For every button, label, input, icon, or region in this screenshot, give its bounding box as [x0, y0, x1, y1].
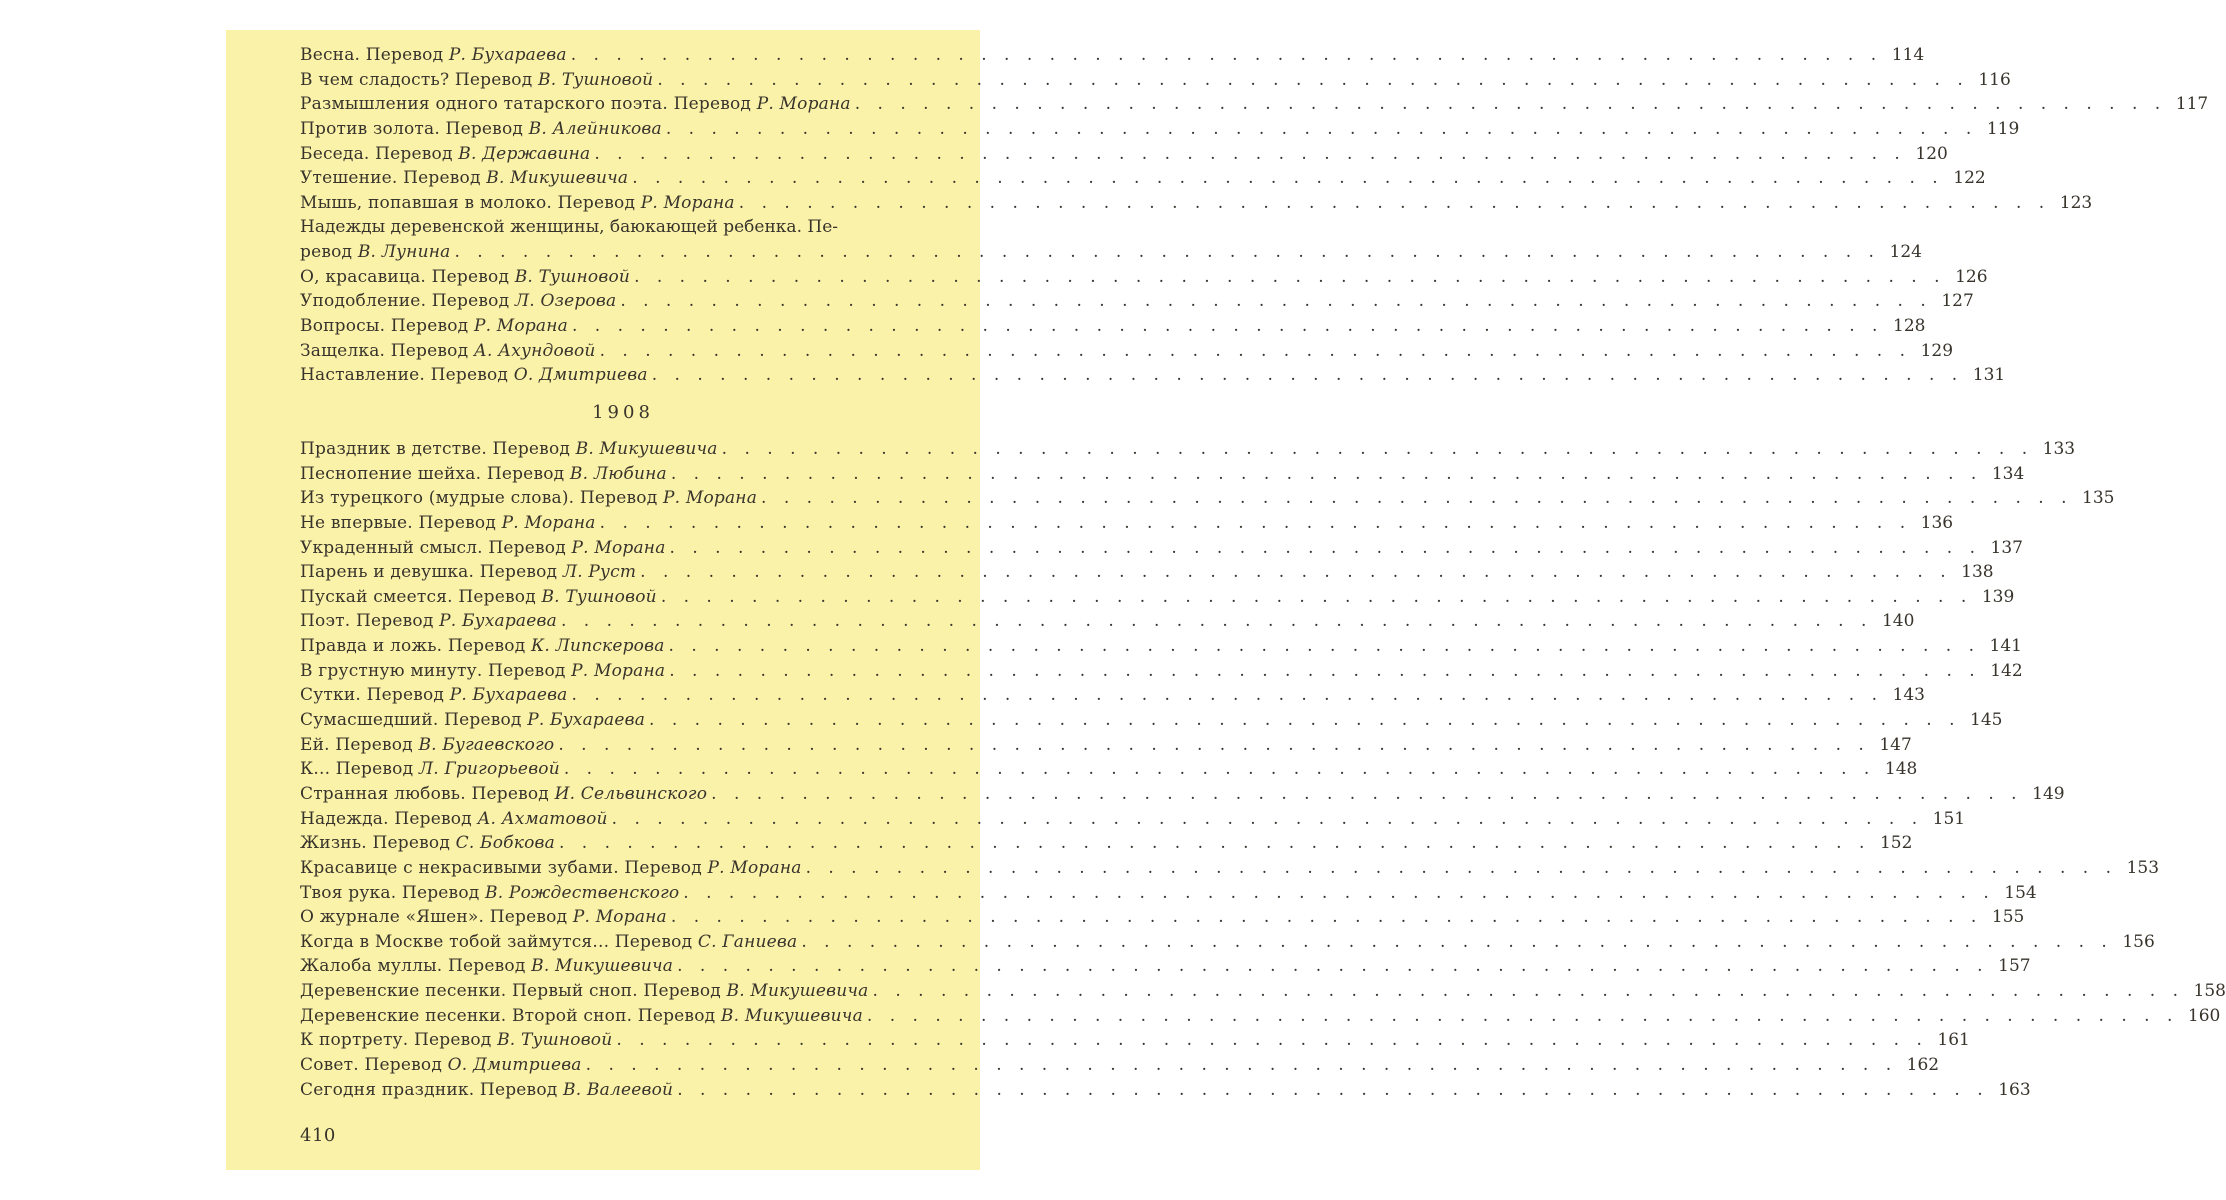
- leader-dots: . . . . . . . . . . . . . . . . . . . . . . . . . . . . . . . . . . . . . . . . . . . . . . . . . . . . . . . . . .: [558, 833, 1871, 854]
- toc-entry: [300, 117, 2020, 142]
- toc-entry: [300, 43, 1925, 68]
- toc-entry-title: Совет. Перевод: [300, 1054, 448, 1075]
- toc-entry-title: Уподобление. Перевод: [300, 291, 515, 312]
- toc-entry: [300, 930, 2155, 955]
- toc-entry-translator: Л. Руст: [562, 562, 637, 583]
- toc-entry-page: 133: [2042, 438, 2076, 459]
- toc-entry-page: 156: [2122, 931, 2155, 952]
- toc-entry-translator: Л. Озерова: [514, 291, 617, 312]
- toc-entry-page: 141: [1989, 636, 2022, 657]
- toc-entry-title: Странная любовь. Перевод: [300, 783, 555, 804]
- toc-entry-translator: Р. Бухараева: [449, 685, 568, 706]
- toc-entry-title-line2: ревод: [300, 242, 358, 263]
- toc-entry-title: О журнале «Яшен». Перевод: [300, 907, 573, 928]
- toc-entry-page: 117: [2175, 94, 2209, 115]
- toc-entry-page: 131: [1972, 365, 2006, 386]
- toc-entry-page: 152: [1879, 833, 1913, 854]
- toc-list: [300, 437, 2226, 1102]
- toc-entry-title: Правда и ложь. Перевод: [300, 636, 531, 657]
- leader-dots: . . . . . . . . . . . . . . . . . . . . . . . . . . . . . . . . . . . . . . . . . . . . . . . . . . . . . . . . . .: [805, 857, 2118, 878]
- toc-entry-translator: Р. Морана: [501, 512, 596, 533]
- toc-list: [300, 265, 2006, 388]
- leader-dots: . . . . . . . . . . . . . . . . . . . . . . . . . . . . . . . . . . . . . . . . . . . . . . . . . . . . . . . . . .: [866, 1005, 2179, 1026]
- leader-dots: . . . . . . . . . . . . . . . . . . . . . . . . . . . . . . . . . . . . . . . . . . . . . . . . . . . . . . . . . .: [711, 783, 2023, 804]
- toc-entry: [300, 314, 1926, 339]
- leader-dots: . . . . . . . . . . . . . . . . . . . . . . . . . . . . . . . . . . . . . . . . . . . . . . . . . . . . . . . . . .: [668, 636, 1980, 657]
- leader-dots: . . . . . . . . . . . . . . . . . . . . . . . . . . . . . . . . . . . . . . . . . . . . . . . . . . . . . . . . . .: [611, 808, 1924, 829]
- toc-entry-translator: В. Любина: [569, 463, 667, 484]
- toc-entry-translator: В. Тушновой: [497, 1030, 613, 1051]
- toc-entry: [300, 289, 1974, 314]
- toc-entry-translator: Р. Бухараева: [439, 611, 557, 632]
- toc-entry-title: Из турецкого (мудрые слова). Перевод: [300, 488, 663, 509]
- leader-dots: . . . . . . . . . . . . . . . . . . . . . . . . . . . . . . . . . . . . . . . . . . . . . . . . . . . . . . . . . .: [738, 192, 2051, 213]
- leader-dots: . . . . . . . . . . . . . . . . . . . . . . . . . . . . . . . . . . . . . . . . . . . . . . . . . . . . . . . . . .: [721, 438, 2034, 459]
- toc-entry: [300, 659, 2023, 684]
- leader-dots: . . . . . . . . . . . . . . . . . . . . . . . . . . . . . . . . . . . . . . . . . . . . . . . . . . . . . . . . . .: [670, 907, 1983, 928]
- year-heading: 1908: [592, 401, 654, 423]
- leader-dots: . . . . . . . . . . . . . . . . . . . . . . . . . . . . . . . . . . . . . . . . . . . . . . . . . . . . . . . . . .: [599, 340, 1912, 361]
- toc-entry-translator: А. Ахматовой: [477, 808, 608, 829]
- toc-entry-title: Утешение. Перевод: [300, 168, 487, 189]
- toc-entry-page: 138: [1961, 562, 1994, 583]
- toc-entry-page: 160: [2187, 1005, 2221, 1026]
- toc-entry-translator: С. Бобкова: [455, 833, 555, 854]
- toc-entry-title: Песнопение шейха. Перевод: [300, 463, 570, 484]
- leader-dots: . . . . . . . . . . . . . . . . . . . . . . . . . . . . . . . . . . . . . . . . . . . . . . . . . . . . . . . . . .: [585, 1054, 1898, 1075]
- toc-entry-page: 124: [1889, 242, 1922, 263]
- leader-dots: . . . . . . . . . . . . . . . . . . . . . . . . . . . . . . . . . . . . . . . . . . . . . . . . . . . . . . . . . .: [594, 143, 1906, 164]
- toc-entry-translator: В. Валеевой: [563, 1079, 674, 1100]
- toc-entry: [300, 979, 2226, 1004]
- toc-entry: [300, 954, 2031, 979]
- table-of-contents: [300, 43, 2226, 1102]
- leader-dots: . . . . . . . . . . . . . . . . . . . . . . . . . . . . . . . . . . . . . . . . . . . . . . . . . . . . . . . . . .: [560, 611, 1873, 632]
- toc-entry-page: 158: [2193, 981, 2226, 1002]
- toc-entry: [300, 265, 1988, 290]
- toc-entry-translator: Р. Бухараева: [527, 710, 646, 731]
- leader-dots: . . . . . . . . . . . . . . . . . . . . . . . . . . . . . . . . . . . . . . . . . . . . . . . . . . . . . . . . . .: [872, 981, 2184, 1002]
- toc-entry-title: В грустную минуту. Перевод: [300, 660, 572, 681]
- toc-entry-translator: Р. Морана: [572, 907, 667, 928]
- toc-entry: [300, 831, 1913, 856]
- leader-dots: . . . . . . . . . . . . . . . . . . . . . . . . . . . . . . . . . . . . . . . . . . . . . . . . . . . . . . . . . .: [801, 931, 2113, 952]
- toc-entry: [300, 1028, 1970, 1053]
- toc-entry: [300, 560, 1994, 585]
- toc-entry-page: 148: [1884, 759, 1918, 780]
- toc-entry-translator: В. Тушновой: [538, 69, 654, 90]
- toc-entry: [300, 142, 1948, 167]
- toc-entry-page: 149: [2032, 783, 2065, 804]
- toc-entry-page: 162: [1906, 1054, 1940, 1075]
- toc-entry-translator: О. Дмитриева: [447, 1054, 582, 1075]
- toc-entry: [300, 462, 2025, 487]
- toc-entry-title: К портрету. Перевод: [300, 1030, 498, 1051]
- leader-dots: . . . . . . . . . . . . . . . . . . . . . . . . . . . . . . . . . . . . . . . . . . . . . . . . . . . . . . . . . .: [570, 45, 1883, 65]
- toc-entry-title: Надежда. Перевод: [300, 808, 478, 829]
- toc-entry: [300, 757, 1918, 782]
- toc-entry-title: Мышь, попавшая в молоко. Перевод: [300, 192, 641, 213]
- toc-entry: [300, 363, 2006, 388]
- toc-entry-page: 114: [1891, 45, 1925, 65]
- toc-entry-page: 163: [1998, 1079, 2031, 1100]
- toc-entry-translator: В. Микушевича: [575, 438, 718, 459]
- toc-entry-translator: В. Бугаевского: [418, 734, 555, 755]
- leader-dots: . . . . . . . . . . . . . . . . . . . . . . . . . . . . . . . . . . . . . . . . . . . . . . . . . . . . . . . . . .: [558, 734, 1870, 755]
- toc-entry-page: 140: [1881, 611, 1915, 632]
- leader-dots: . . . . . . . . . . . . . . . . . . . . . . . . . . . . . . . . . . . . . . . . . . . . . . . . . . . . . . . . . .: [634, 266, 1946, 287]
- toc-entry-translator: Р. Морана: [707, 857, 802, 878]
- leader-dots: . . . . . . . . . . . . . . . . . . . . . . . . . . . . . . . . . . . . . . . . . . . . . . . . . . . . . . . . . .: [563, 759, 1876, 780]
- toc-entry: [300, 708, 2003, 733]
- leader-dots: . . . . . . . . . . . . . . . . . . . . . . . . . . . . . . . . . . . . . . . . . . . . . . . . . . . . . . . . . . . . . . .: [454, 242, 1880, 263]
- toc-entry-translator: В. Микушевича: [720, 1005, 863, 1026]
- toc-entry-page: 161: [1937, 1030, 1970, 1051]
- toc-entry-page: 134: [1991, 463, 2025, 484]
- toc-entry-title: Против золота. Перевод: [300, 118, 529, 139]
- toc-entry-title: Твоя рука. Перевод: [300, 882, 486, 903]
- toc-entry-title: Украденный смысл. Перевод: [300, 537, 572, 558]
- toc-entry-translator: В. Тушновой: [541, 586, 657, 607]
- toc-entry-page: 147: [1879, 734, 1912, 755]
- toc-list: [300, 43, 2209, 215]
- toc-entry-translator: В. Микушевича: [726, 981, 869, 1002]
- toc-entry-page: 120: [1915, 143, 1948, 164]
- toc-entry-translator: В. Рождественского: [485, 882, 680, 903]
- toc-entry-page: 139: [1981, 586, 2015, 607]
- toc-entry-title: Парень и девушка. Перевод: [300, 562, 563, 583]
- toc-entry-title: О, красавица. Перевод: [300, 266, 515, 287]
- toc-entry-title: Жалоба муллы. Перевод: [300, 956, 532, 977]
- toc-entry-title: Деревенские песенки. Второй сноп. Перевод: [300, 1005, 721, 1026]
- toc-entry-translator: К. Липскерова: [531, 636, 665, 657]
- toc-entry-translator: О. Дмитриева: [513, 365, 648, 386]
- toc-entry-title: Сутки. Перевод: [300, 685, 450, 706]
- toc-entry-translator: В. Микушевича: [531, 956, 674, 977]
- toc-entry-page: 123: [2059, 192, 2093, 213]
- leader-dots: . . . . . . . . . . . . . . . . . . . . . . . . . . . . . . . . . . . . . . . . . . . . . . . . . . . . . . . . . .: [640, 562, 1952, 583]
- toc-entry-page: 142: [1990, 660, 2023, 681]
- toc-entry: [300, 634, 2022, 659]
- toc-entry-translator: Р. Морана: [663, 488, 758, 509]
- toc-entry: [300, 733, 1912, 758]
- toc-entry-title: Ей. Перевод: [300, 734, 419, 755]
- toc-entry-page: 145: [1970, 710, 2003, 731]
- leader-dots: . . . . . . . . . . . . . . . . . . . . . . . . . . . . . . . . . . . . . . . . . . . . . . . . . . . . . . . . . .: [677, 1079, 1989, 1100]
- toc-entry-title: Не впервые. Перевод: [300, 512, 502, 533]
- leader-dots: . . . . . . . . . . . . . . . . . . . . . . . . . . . . . . . . . . . . . . . . . . . . . . . . . . . . . . . . . .: [657, 69, 1969, 90]
- toc-entry: [300, 585, 2015, 610]
- toc-entry-line2: [300, 240, 1922, 265]
- toc-entry-title: Защелка. Перевод: [300, 340, 474, 361]
- toc-entry-page: 137: [1990, 537, 2023, 558]
- leader-dots: . . . . . . . . . . . . . . . . . . . . . . . . . . . . . . . . . . . . . . . . . . . . . . . . . . . . . . . . . .: [599, 512, 1912, 533]
- leader-dots: . . . . . . . . . . . . . . . . . . . . . . . . . . . . . . . . . . . . . . . . . . . . . . . . . . . . . . . . . .: [670, 463, 1983, 484]
- toc-entry-title: Сумасшедший. Перевод: [300, 710, 528, 731]
- leader-dots: . . . . . . . . . . . . . . . . . . . . . . . . . . . . . . . . . . . . . . . . . . . . . . . . . . . . . . . . . .: [761, 488, 2073, 509]
- toc-entry-translator: А. Ахундовой: [473, 340, 596, 361]
- toc-entry-title: Когда в Москве тобой займутся... Перевод: [300, 931, 698, 952]
- toc-entry: [300, 609, 1915, 634]
- toc-entry-page: 154: [2004, 882, 2037, 903]
- toc-entry-title: Беседа. Перевод: [300, 143, 459, 164]
- toc-entry-page: 153: [2126, 857, 2160, 878]
- toc-entry-wrapped: [300, 215, 1922, 264]
- page-number: 410: [300, 1125, 336, 1146]
- toc-entry-page: 151: [1932, 808, 1966, 829]
- toc-entry-page: 128: [1893, 316, 1926, 337]
- toc-entry: [300, 1078, 2031, 1103]
- toc-entry: [300, 1053, 1940, 1078]
- toc-entry: [300, 782, 2065, 807]
- toc-entry: [300, 856, 2160, 881]
- leader-dots: . . . . . . . . . . . . . . . . . . . . . . . . . . . . . . . . . . . . . . . . . . . . . . . . . . . . . . . . . .: [649, 710, 1961, 731]
- toc-entry-translator: Р. Морана: [571, 660, 666, 681]
- leader-dots: . . . . . . . . . . . . . . . . . . . . . . . . . . . . . . . . . . . . . . . . . . . . . . . . . . . . . . . . . .: [669, 660, 1981, 681]
- toc-entry: [300, 683, 1925, 708]
- toc-entry: [300, 339, 1954, 364]
- toc-entry-translator: В. Лунина: [357, 242, 451, 263]
- toc-entry-title: Жизнь. Перевод: [300, 833, 456, 854]
- toc-entry-title: Праздник в детстве. Перевод: [300, 438, 576, 459]
- toc-entry-translator: Л. Григорьевой: [418, 759, 560, 780]
- toc-entry-page: 136: [1920, 512, 1954, 533]
- toc-entry: [300, 905, 2025, 930]
- leader-dots: . . . . . . . . . . . . . . . . . . . . . . . . . . . . . . . . . . . . . . . . . . . . . . . . . . . . . . . . . .: [632, 168, 1944, 189]
- leader-dots: . . . . . . . . . . . . . . . . . . . . . . . . . . . . . . . . . . . . . . . . . . . . . . . . . . . . . . . . . .: [572, 316, 1884, 337]
- leader-dots: . . . . . . . . . . . . . . . . . . . . . . . . . . . . . . . . . . . . . . . . . . . . . . . . . . . . . . . . . .: [677, 956, 1989, 977]
- toc-entry: [300, 881, 2037, 906]
- toc-entry-translator: В. Алейникова: [528, 118, 662, 139]
- toc-entry: [300, 92, 2209, 117]
- toc-entry-translator: Р. Морана: [756, 94, 851, 115]
- toc-entry-translator: В. Державина: [458, 143, 591, 164]
- toc-entry-title: К... Перевод: [300, 759, 419, 780]
- toc-entry: [300, 486, 2115, 511]
- leader-dots: . . . . . . . . . . . . . . . . . . . . . . . . . . . . . . . . . . . . . . . . . . . . . . . . . . . . . . . . . .: [651, 365, 1964, 386]
- toc-entry-page: 157: [1998, 956, 2031, 977]
- toc-entry-page: 155: [1991, 907, 2025, 928]
- toc-entry-page: 116: [1978, 69, 2011, 90]
- toc-entry-translator: Р. Морана: [473, 316, 568, 337]
- leader-dots: . . . . . . . . . . . . . . . . . . . . . . . . . . . . . . . . . . . . . . . . . . . . . . . . . . . . . . . . . .: [620, 291, 1932, 312]
- toc-entry-title: Сегодня праздник. Перевод: [300, 1079, 564, 1100]
- toc-entry: [300, 191, 2093, 216]
- toc-entry-translator: В. Микушевича: [486, 168, 629, 189]
- toc-entry-translator: Р. Морана: [640, 192, 735, 213]
- book-page: [226, 30, 2226, 1170]
- toc-entry-title: Весна. Перевод: [300, 45, 449, 65]
- toc-entry-title: Вопросы. Перевод: [300, 316, 474, 337]
- leader-dots: . . . . . . . . . . . . . . . . . . . . . . . . . . . . . . . . . . . . . . . . . . . . . . . . . . . . . . . . . .: [854, 94, 2167, 115]
- toc-entry-page: 119: [1986, 118, 2020, 139]
- toc-entry: [300, 437, 2076, 462]
- leader-dots: . . . . . . . . . . . . . . . . . . . . . . . . . . . . . . . . . . . . . . . . . . . . . . . . . . . . . . . . . .: [571, 685, 1883, 706]
- leader-dots: . . . . . . . . . . . . . . . . . . . . . . . . . . . . . . . . . . . . . . . . . . . . . . . . . . . . . . . . . .: [616, 1030, 1928, 1051]
- toc-entry: [300, 1004, 2221, 1029]
- toc-entry: [300, 511, 1954, 536]
- toc-entry-title: Наставление. Перевод: [300, 365, 514, 386]
- toc-entry-translator: В. Тушновой: [514, 266, 631, 287]
- toc-entry-title-line1: Надежды деревенской женщины, баюкающей ребенка. Пе-: [300, 217, 839, 238]
- toc-entry-page: 143: [1892, 685, 1925, 706]
- leader-dots: . . . . . . . . . . . . . . . . . . . . . . . . . . . . . . . . . . . . . . . . . . . . . . . . . . . . . . . . . .: [660, 586, 1973, 607]
- toc-entry-translator: И. Сельвинского: [554, 783, 708, 804]
- toc-entry-page: 135: [2082, 488, 2115, 509]
- toc-entry-title: Деревенские песенки. Первый сноп. Перевод: [300, 981, 727, 1002]
- toc-entry-title: Размышления одного татарского поэта. Перевод: [300, 94, 757, 115]
- toc-entry-translator: Р. Морана: [571, 537, 666, 558]
- leader-dots: . . . . . . . . . . . . . . . . . . . . . . . . . . . . . . . . . . . . . . . . . . . . . . . . . . . . . . . . . .: [683, 882, 1995, 903]
- toc-entry: [300, 807, 1966, 832]
- leader-dots: . . . . . . . . . . . . . . . . . . . . . . . . . . . . . . . . . . . . . . . . . . . . . . . . . . . . . . . . . .: [669, 537, 1981, 558]
- toc-entry-title: В чем сладость? Перевод: [300, 69, 538, 90]
- toc-entry-page: 127: [1941, 291, 1974, 312]
- toc-entry-translator: С. Ганиева: [697, 931, 798, 952]
- toc-entry: [300, 166, 1986, 191]
- toc-entry-page: 126: [1955, 266, 1988, 287]
- toc-entry-title: Красавице с некрасивыми зубами. Перевод: [300, 857, 708, 878]
- toc-entry-title: Пускай смеется. Перевод: [300, 586, 542, 607]
- toc-entry-translator: Р. Бухараева: [448, 45, 567, 65]
- toc-entry: [300, 536, 2023, 561]
- toc-entry-page: 122: [1953, 168, 1986, 189]
- toc-entry-page: 129: [1920, 340, 1954, 361]
- toc-entry-title: Поэт. Перевод: [300, 611, 440, 632]
- leader-dots: . . . . . . . . . . . . . . . . . . . . . . . . . . . . . . . . . . . . . . . . . . . . . . . . . . . . . . . . . .: [665, 118, 1978, 139]
- toc-entry: [300, 68, 2011, 93]
